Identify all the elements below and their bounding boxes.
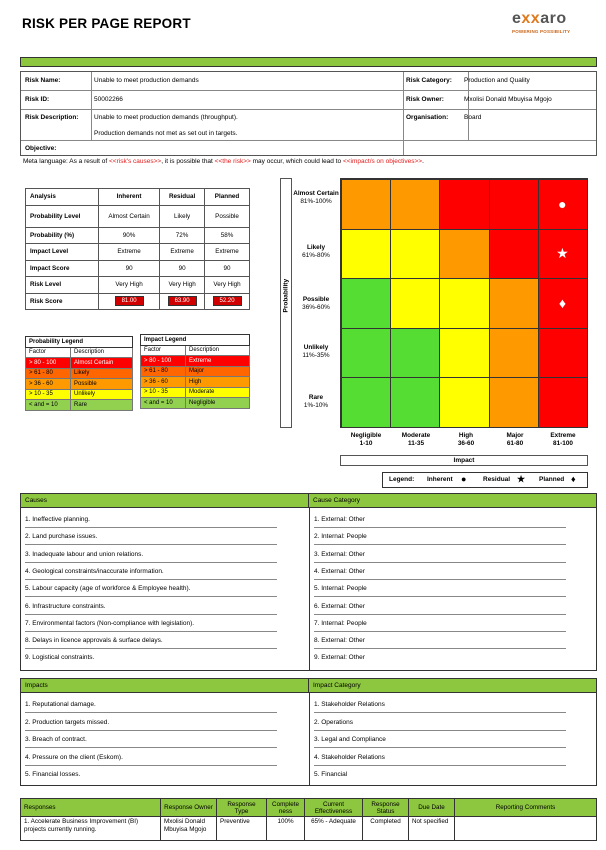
analysis-cell: 90	[205, 260, 250, 277]
category-item: 2. Internal: People	[314, 533, 367, 541]
response-text: 1. Accelerate Business Improvement (BI) projects currently running.	[21, 817, 161, 841]
category-item: 3. Legal and Compliance	[314, 736, 386, 743]
legend-factor: > 80 - 100	[26, 358, 71, 369]
response-type: Preventive	[217, 817, 267, 841]
probability-legend-title: Probability Legend	[26, 337, 133, 348]
category-item: 4. Stakeholder Relations	[314, 753, 385, 761]
category-item: 1. Stakeholder Relations	[314, 701, 385, 708]
legend-factor: > 10 - 35	[141, 387, 186, 398]
risk-description-line2: Production demands not met as set out in targets.	[94, 130, 238, 137]
current-effectiveness-header: Current Effectiveness	[305, 799, 363, 817]
responses-table	[20, 798, 597, 841]
category-item: 4. External: Other	[314, 567, 365, 575]
marker-legend-label: Legend:	[389, 476, 415, 483]
heatmap-cell	[341, 328, 391, 379]
impacts-section	[20, 678, 597, 786]
heatmap-cell	[489, 328, 539, 379]
col-label-moderate: Moderate 11-35	[401, 432, 431, 447]
risk-owner-label: Risk Owner:	[406, 96, 444, 103]
list-item: 6. Infrastructure constraints.	[25, 602, 106, 610]
page-title: RISK PER PAGE REPORT	[22, 16, 191, 31]
category-item: 9. External: Other	[314, 654, 365, 662]
organisation-value: Board	[464, 114, 482, 121]
heatmap-cell	[341, 377, 391, 428]
analysis-cell: Very High	[205, 277, 250, 294]
logo-wordmark: exxaro	[512, 10, 567, 27]
probability-legend	[25, 336, 133, 411]
list-item: 9. Logistical constraints.	[25, 654, 95, 662]
reporting-comments-header: Reporting Comments	[455, 799, 597, 817]
legend-col-description: Description	[186, 345, 250, 356]
analysis-cell: 72%	[160, 227, 205, 244]
response-type-header: Response Type	[217, 799, 267, 817]
legend-desc: Rare	[71, 400, 133, 411]
analysis-cell: Possible	[205, 205, 250, 227]
category-item: 8. External: Other	[314, 637, 365, 645]
response-status: Completed	[363, 817, 409, 841]
category-item: 5. Financial	[314, 771, 348, 778]
heatmap-cell	[439, 179, 489, 230]
category-item: 7. Internal: People	[314, 619, 367, 627]
exxaro-logo	[512, 10, 588, 44]
heatmap-cell	[341, 278, 391, 329]
col-label-major: Major 61-80	[506, 432, 524, 447]
cause-category-header: Cause Category	[309, 494, 596, 508]
analysis-cell: Likely	[160, 205, 205, 227]
risk-category-value: Production and Quality	[464, 77, 530, 84]
response-comments	[455, 817, 597, 841]
risk-id-value: 50002266	[94, 96, 123, 103]
list-item: 7. Environmental factors (Non-compliance with legislation).	[25, 619, 195, 627]
heatmap-cell	[439, 229, 489, 280]
analysis-cell: Extreme	[99, 244, 160, 261]
risk-heat-map	[340, 178, 588, 428]
list-item: 2. Land purchase issues.	[25, 533, 98, 541]
objective-label: Objective:	[25, 145, 57, 152]
heatmap-cell	[489, 278, 539, 329]
col-label-negligible: Negligible 1-10	[350, 432, 382, 447]
risk-info-box	[20, 71, 597, 156]
heatmap-cell	[341, 229, 391, 280]
inherent-risk-score: 81.00	[115, 296, 144, 306]
legend-desc: Negligible	[186, 398, 250, 409]
due-date-header: Due Date	[409, 799, 455, 817]
meta-language: Meta language: As a result of <<risk's causes>>, it is possible that <<the risk>> may occur, which could lead to <<impact/s on objectives>>.	[23, 158, 424, 165]
legend-desc: Likely	[71, 368, 133, 379]
response-due-date: Not specified	[409, 817, 455, 841]
analysis-cell: Very High	[99, 277, 160, 294]
planned-risk-score: 52.20	[213, 296, 242, 306]
row-label-unlikely: Unlikely 11%-35%	[302, 344, 330, 359]
causes-header: Causes	[21, 494, 309, 508]
legend-desc: High	[186, 377, 250, 388]
heatmap-cell	[538, 328, 588, 379]
risk-category-label: Risk Category:	[406, 77, 452, 84]
response-owner: Mxolisi Donald Mbuyisa Mgojo	[161, 817, 217, 841]
analysis-cell: 90	[160, 260, 205, 277]
response-status-header: Response Status	[363, 799, 409, 817]
heatmap-cell	[489, 179, 539, 230]
list-item: 2. Production targets missed.	[25, 718, 110, 726]
heatmap-cell	[489, 229, 539, 280]
row-label-likely: Likely 61%-80%	[302, 244, 330, 259]
diamond-icon: ♦	[571, 474, 576, 484]
legend-factor: > 61 - 80	[141, 366, 186, 377]
analysis-row-label: Impact Level	[26, 244, 99, 261]
planned-header: Planned	[205, 189, 250, 206]
legend-factor: < and = 10	[26, 400, 71, 411]
list-item: 5. Labour capacity (age of workforce & Employee health).	[25, 585, 191, 593]
category-item: 5. Internal: People	[314, 585, 367, 593]
causes-section	[20, 493, 597, 671]
risk-name-value: Unable to meet production demands	[94, 77, 199, 84]
legend-factor: > 61 - 80	[26, 368, 71, 379]
legend-col-factor: Factor	[26, 347, 71, 358]
inherent-header: Inherent	[99, 189, 160, 206]
legend-factor: > 80 - 100	[141, 356, 186, 367]
legend-factor: > 10 - 35	[26, 389, 71, 400]
list-item: 1. Ineffective planning.	[25, 516, 90, 523]
response-completeness: 100%	[267, 817, 305, 841]
heatmap-cell	[341, 179, 391, 230]
impact-legend	[140, 334, 250, 409]
analysis-row-label: Risk Level	[26, 277, 99, 294]
analysis-cell: Extreme	[205, 244, 250, 261]
list-item: 3. Inadequate labour and union relations.	[25, 550, 144, 558]
legend-factor: < and = 10	[141, 398, 186, 409]
legend-desc: Almost Certain	[71, 358, 133, 369]
col-label-extreme: Extreme 81-100	[550, 432, 576, 447]
impact-category-header: Impact Category	[309, 679, 596, 693]
heatmap-cell	[439, 377, 489, 428]
marker-legend	[382, 472, 588, 488]
heatmap-cell	[390, 377, 440, 428]
response-owner-header: Response Owner	[161, 799, 217, 817]
category-item: 2. Operations	[314, 718, 354, 726]
heatmap-cell	[489, 377, 539, 428]
legend-desc: Extreme	[186, 356, 250, 367]
completeness-header: Complete ness	[267, 799, 305, 817]
legend-factor: > 36 - 60	[141, 377, 186, 388]
probability-axis-label: Probability	[282, 278, 290, 313]
list-item: 1. Reputational damage.	[25, 701, 96, 708]
risk-description-label: Risk Description:	[25, 114, 79, 121]
analysis-cell: 58%	[205, 227, 250, 244]
responses-header: Responses	[21, 799, 161, 817]
risk-owner-value: Mxolisi Donald Mbuyisa Mgojo	[464, 96, 552, 103]
list-item: 8. Delays in licence approvals & surface delays.	[25, 637, 163, 645]
logo-tagline: POWERING POSSIBILITY	[512, 29, 571, 34]
analysis-table	[25, 188, 250, 310]
organisation-label: Organisation:	[406, 114, 449, 121]
impact-axis-label: Impact	[340, 455, 588, 466]
legend-planned-label: Planned	[539, 476, 565, 483]
circle-icon: ●	[461, 474, 467, 484]
legend-desc: Possible	[71, 379, 133, 390]
list-item: 3. Breach of contract.	[25, 736, 87, 743]
residual-risk-score: 63.90	[168, 296, 197, 306]
inherent-marker: ●	[558, 195, 567, 212]
risk-name-label: Risk Name:	[25, 77, 61, 84]
risk-score-label: Risk Score	[26, 293, 99, 310]
list-item: 4. Geological constraints/inaccurate information.	[25, 567, 164, 575]
heatmap-cell	[538, 377, 588, 428]
legend-residual-label: Residual	[483, 476, 511, 483]
category-item: 6. External: Other	[314, 602, 365, 610]
analysis-cell: Almost Certain	[99, 205, 160, 227]
legend-inherent-label: Inherent	[427, 476, 453, 483]
analysis-cell: 90%	[99, 227, 160, 244]
col-label-high: High 36-60	[457, 432, 475, 447]
heatmap-cell	[390, 278, 440, 329]
legend-factor: > 36 - 60	[26, 379, 71, 390]
row-label-possible: Possible 36%-60%	[302, 296, 330, 311]
heatmap-cell	[390, 229, 440, 280]
impact-legend-title: Impact Legend	[141, 335, 250, 346]
analysis-header: Analysis	[26, 189, 99, 206]
response-effectiveness: 65% - Adequate	[305, 817, 363, 841]
impacts-header: Impacts	[21, 679, 309, 693]
heatmap-cell	[439, 328, 489, 379]
list-item: 5. Financial losses.	[25, 771, 81, 778]
analysis-row-label: Probability Level	[26, 205, 99, 227]
heatmap-cell	[390, 328, 440, 379]
analysis-row-label: Probability (%)	[26, 227, 99, 244]
residual-header: Residual	[160, 189, 205, 206]
row-label-rare: Rare 1%-10%	[303, 394, 329, 409]
analysis-cell: Extreme	[160, 244, 205, 261]
planned-marker: ♦	[558, 295, 566, 311]
row-label-almost-certain: Almost Certain 81%-100%	[293, 190, 339, 205]
analysis-cell: Very High	[160, 277, 205, 294]
legend-desc: Unlikely	[71, 389, 133, 400]
analysis-cell: 90	[99, 260, 160, 277]
risk-description-line1: Unable to meet production demands (throughput).	[94, 114, 238, 121]
legend-desc: Moderate	[186, 387, 250, 398]
legend-col-factor: Factor	[141, 345, 186, 356]
heatmap-cell	[390, 179, 440, 230]
legend-desc: Major	[186, 366, 250, 377]
analysis-row-label: Impact Score	[26, 260, 99, 277]
legend-col-description: Description	[71, 347, 133, 358]
header-green-bar	[20, 57, 597, 67]
star-icon: ★	[517, 474, 526, 484]
category-item: 1. External: Other	[314, 516, 365, 523]
risk-id-label: Risk ID:	[25, 96, 50, 103]
heatmap-cell	[439, 278, 489, 329]
list-item: 4. Pressure on the client (Eskom).	[25, 753, 123, 761]
residual-marker: ★	[556, 245, 569, 262]
category-item: 3. External: Other	[314, 550, 365, 558]
